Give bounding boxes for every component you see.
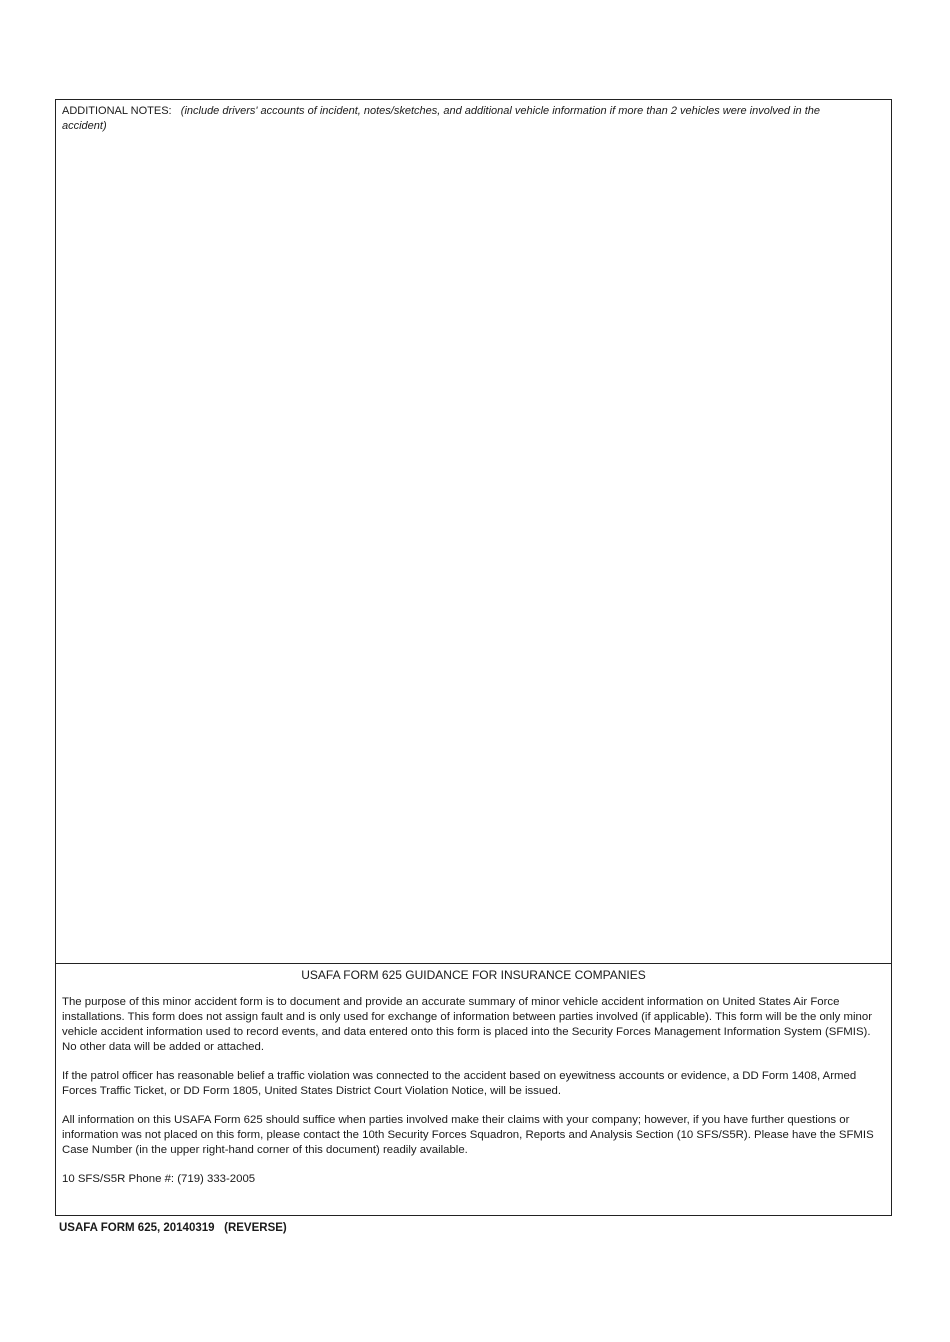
guidance-body [62,995,886,1201]
additional-notes-label: ADDITIONAL NOTES: [62,105,172,117]
additional-notes-section [56,100,891,964]
form-footer-id: USAFA FORM 625, 20140319 (REVERSE) [59,1222,287,1234]
form-box [55,99,892,1216]
additional-notes-instructions: (include drivers' accounts of incident, notes/sketches, and additional vehicle information if more than 2 vehicles were involved in the accident) [62,105,821,132]
guidance-phone: 10 SFS/S5R Phone #: (719) 333-2005 [62,1173,256,1185]
additional-notes-field[interactable] [56,140,895,964]
guidance-paragraph-purpose: The purpose of this minor accident form is to document and provide an accurate summary of minor vehicle accident information on United States Air Force installations. This form does not assign fault and is only used for exchange of information between parties involved (if applicable). This form will be the only minor vehicle accident information used to record events, and data entered onto this form is placed into the Security Forces Management Information System (SFMIS). No other data will be added or attached. [62,996,872,1053]
guidance-title: USAFA FORM 625 GUIDANCE FOR INSURANCE COMPANIES [301,968,646,982]
guidance-section [56,964,891,1215]
additional-notes-header [62,104,822,134]
guidance-paragraph-violation: If the patrol officer has reasonable belief a traffic violation was connected to the accident based on eyewitness accounts or evidence, a DD Form 1408, Armed Forces Traffic Ticket, or DD Form 1805, United States District Court Violation Notice, will be issued. [62,1070,857,1097]
guidance-paragraph-contact: All information on this USAFA Form 625 should suffice when parties involved make their claims with your company; however, if you have further questions or information was not placed on this form, please contact the 10th Security Forces Squadron, Reports and Analysis Section (10 SFS/S5R). Please have the SFMIS Case Number (in the upper right-hand corner of this document) readily available. [62,1114,874,1156]
